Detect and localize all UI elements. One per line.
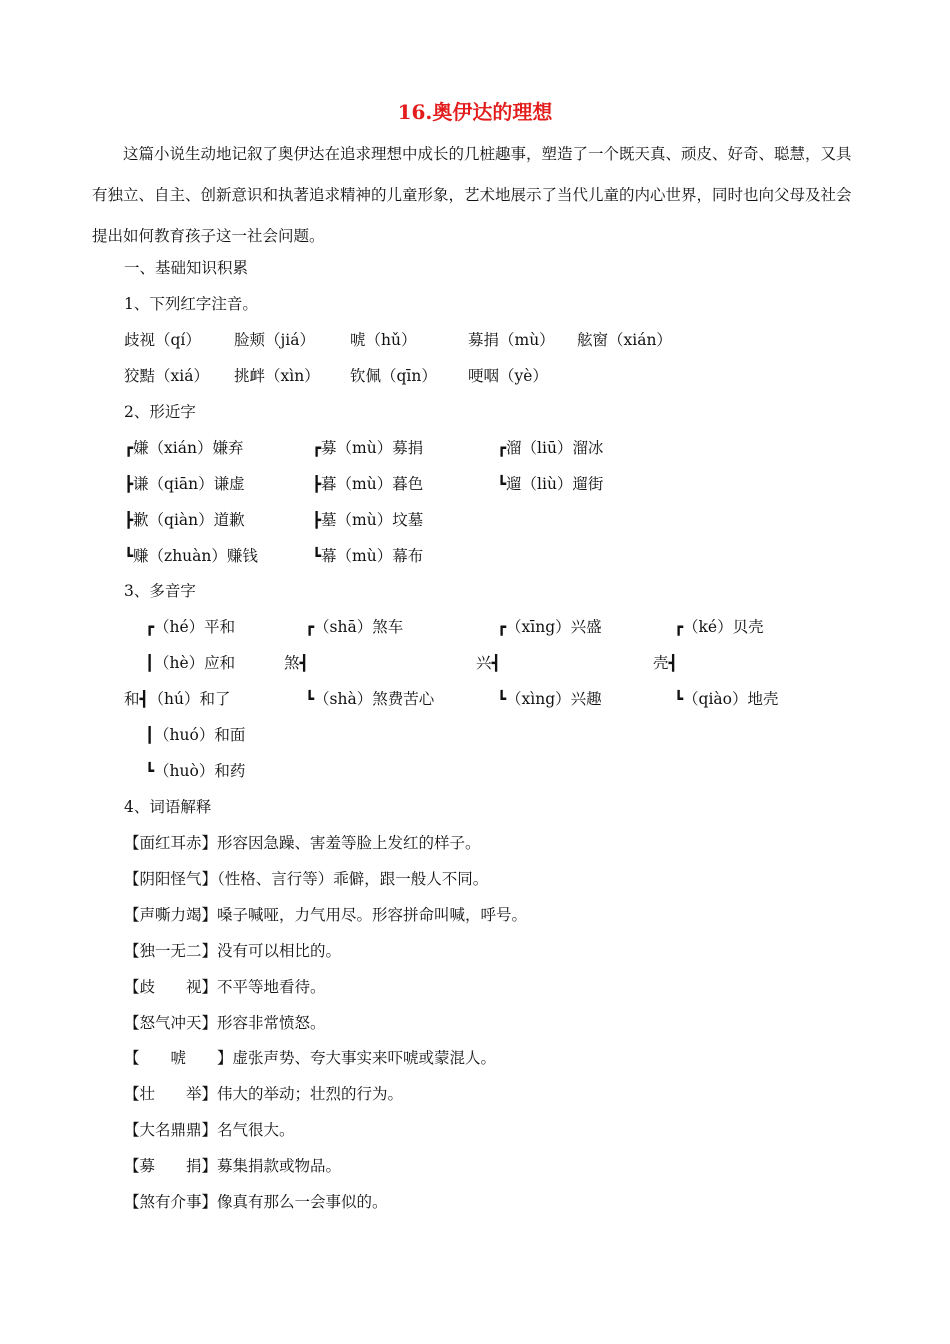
similar-char-item: ┗幕（mù）幕布 [312,547,424,565]
polyphone-char: 兴 [476,654,492,672]
definition-entry: 【 唬 】虚张声势、夸大事实来吓唬或蒙混人。 [124,1049,497,1067]
section-heading: 一、基础知识积累 [124,259,249,277]
q1-heading: 1、下列红字注音。 [124,295,258,313]
polyphone-item [284,652,309,674]
polyphone-item: ┗（qiào）地壳 [674,690,779,708]
q2-heading: 2、形近字 [124,403,196,421]
bracket-mid-icon: ┫ [139,690,149,708]
bracket-top-icon: ┏ [305,618,315,636]
pinyin-item: 募捐（mù） [468,331,555,349]
similar-char-item: ┣墓（mù）坟墓 [312,511,424,529]
bracket-mid-icon: ┣ [124,475,134,493]
bracket-bottom-icon: ┗ [312,547,322,565]
definition-entry: 【煞有介事】像真有那么一会事似的。 [124,1193,388,1211]
definition-entry: 【面红耳赤】形容因急躁、害羞等脸上发红的样子。 [124,834,481,852]
bracket-mid-icon: ┫ [668,654,678,672]
pinyin-item: 挑衅（xìn） [234,367,320,385]
polyphone-item: ┏（xīng）兴盛 [497,618,602,636]
pinyin-item: 脸颊（jiá） [234,331,316,349]
pinyin-item: 唬（hǔ） [350,331,417,349]
definition-entry: 【歧 视】不平等地看待。 [124,978,326,996]
polyphone-item: ┏（ké）贝壳 [674,618,764,636]
bracket-bottom-icon: ┗ [124,547,134,565]
q4-heading: 4、词语解释 [124,798,212,816]
definition-entry: 【大名鼎鼎】名气很大。 [124,1121,295,1139]
definition-entry: 【募 捐】募集捐款或物品。 [124,1157,342,1175]
bracket-top-icon: ┏ [497,618,507,636]
pinyin-item: 狡黠（xiá） [124,367,209,385]
similar-char-item: ┗遛（liù）遛街 [497,475,604,493]
pinyin-item: 歧视（qí） [124,331,201,349]
similar-char-item: ┣暮（mù）暮色 [312,475,424,493]
bracket-mid-icon: ┣ [124,511,134,529]
bracket-bottom-icon: ┗ [305,690,315,708]
bracket-top-icon: ┏ [497,439,507,457]
bracket-bottom-icon: ┗ [497,690,507,708]
definition-entry: 【声嘶力竭】嗓子喊哑，力气用尽。形容拼命叫喊，呼号。 [124,906,528,924]
polyphone-item: ┏（hé）平和 [145,618,236,636]
polyphone-char: 和 [124,690,140,708]
polyphone-item [476,652,501,674]
bracket-top-icon: ┏ [674,618,684,636]
bracket-top-icon: ┏ [145,618,155,636]
polyphone-item: ┃（hè）应和 [145,654,236,672]
bracket-top-icon: ┏ [312,439,322,457]
bracket-bottom-icon: ┗ [674,690,684,708]
pinyin-item: 舷窗（xián） [577,331,672,349]
bracket-mid-icon: ┣ [312,511,322,529]
definition-entry: 【独一无二】没有可以相比的。 [124,942,342,960]
polyphone-item: ┏（shā）煞车 [305,618,404,636]
similar-char-item: ┏溜（liū）溜冰 [497,439,604,457]
bracket-line-icon: ┃ [145,726,155,744]
bracket-line-icon: ┃ [145,654,155,672]
polyphone-char: 煞 [284,654,300,672]
polyphone-item [653,652,678,674]
q3-heading: 3、多音字 [124,582,196,600]
definition-entry: 【壮 举】伟大的举动；壮烈的行为。 [124,1085,404,1103]
page-title: 16.奥伊达的理想 [397,100,553,124]
definition-entry: 【阴阳怪气】（性格、言行等）乖僻，跟一般人不同。 [124,870,489,888]
polyphone-item: ┗（shà）煞费苦心 [305,690,435,708]
definition-entry: 【怒气冲天】形容非常愤怒。 [124,1014,326,1032]
polyphone-item: ┃（huó）和面 [145,726,246,744]
pinyin-item: 钦佩（qīn） [350,367,437,385]
polyphone-char: 壳 [653,654,669,672]
pinyin-item: 哽咽（yè） [468,367,548,385]
bracket-mid-icon: ┫ [299,654,309,672]
similar-char-item: ┗赚（zhuàn）赚钱 [124,547,258,565]
bracket-mid-icon: ┫ [491,654,501,672]
bracket-bottom-icon: ┗ [145,762,155,780]
similar-char-item: ┣谦（qiān）谦虚 [124,475,245,493]
similar-char-item: ┏嫌（xián）嫌弃 [124,439,244,457]
polyphone-item: ┗（huò）和药 [145,762,246,780]
bracket-bottom-icon: ┗ [497,475,507,493]
intro-paragraph: 这篇小说生动地记叙了奥伊达在追求理想中成长的几桩趣事，塑造了一个既天真、顽皮、好奇、聪慧，又具有独立、自主、创新意识和执著追求精神的儿童形象，艺术地展示了当代儿童的内心世界，同时也向父母及社会提出如何教育孩子这一社会问题。 [92,145,852,245]
bracket-top-icon: ┏ [124,439,134,457]
similar-char-item: ┏募（mù）募捐 [312,439,424,457]
polyphone-item: ┗（xìng）兴趣 [497,690,602,708]
similar-char-item: ┣歉（qiàn）道歉 [124,511,245,529]
polyphone-item: 和┫（hú）和了 [124,690,231,708]
bracket-mid-icon: ┣ [312,475,322,493]
